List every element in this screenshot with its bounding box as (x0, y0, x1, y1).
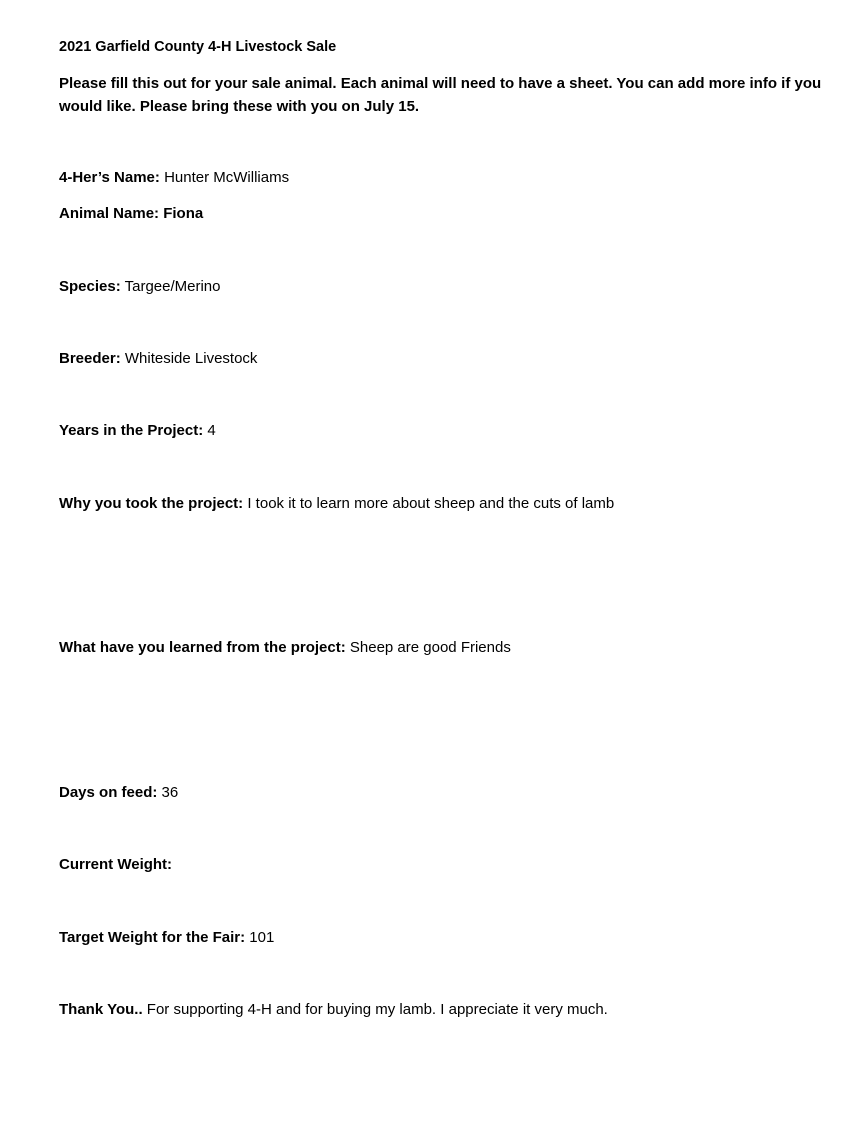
field-value: Hunter McWilliams (164, 169, 290, 186)
field-value: 36 (161, 784, 179, 801)
field-label: Species: (59, 278, 121, 295)
field-4her-name (59, 168, 289, 188)
field-label: Current Weight: (59, 856, 173, 873)
field-value: 101 (249, 929, 275, 946)
field-label: Why you took the project: (59, 495, 244, 512)
field-species (59, 277, 221, 297)
field-value: Targee/Merino (124, 278, 221, 295)
field-why-project (59, 494, 614, 514)
field-current-weight (59, 855, 172, 875)
field-value: Fiona (163, 205, 204, 222)
field-animal-name (59, 204, 203, 224)
field-label: What have you learned from the project: (59, 639, 346, 656)
field-label: 4-Her’s Name: (59, 169, 160, 186)
document-title: 2021 Garfield County 4-H Livestock Sale (59, 39, 337, 55)
field-learned (59, 638, 511, 658)
field-thank-you (59, 1000, 608, 1020)
field-label: Target Weight for the Fair: (59, 929, 246, 946)
field-target-weight (59, 928, 274, 948)
field-value: Whiteside Livestock (124, 350, 258, 367)
field-days-on-feed (59, 783, 178, 803)
field-years-in-project (59, 421, 216, 441)
field-label: Breeder: (59, 350, 121, 367)
field-label: Thank You.. (59, 1001, 143, 1018)
field-label: Days on feed: (59, 784, 158, 801)
field-value: For supporting 4-H and for buying my lamb. I appreciate it very much. (146, 1001, 608, 1018)
instructions-text: Please fill this out for your sale animal. Each animal will need to have a sheet. You can add more info if you would like. Please bring these with you on July 15. (59, 75, 822, 115)
field-label: Years in the Project: (59, 422, 204, 439)
field-label: Animal Name: (59, 205, 160, 222)
field-value: Sheep are good Friends (349, 639, 511, 656)
field-value: 4 (207, 422, 216, 439)
field-value: I took it to learn more about sheep and the cuts of lamb (247, 495, 615, 512)
field-breeder (59, 349, 257, 369)
